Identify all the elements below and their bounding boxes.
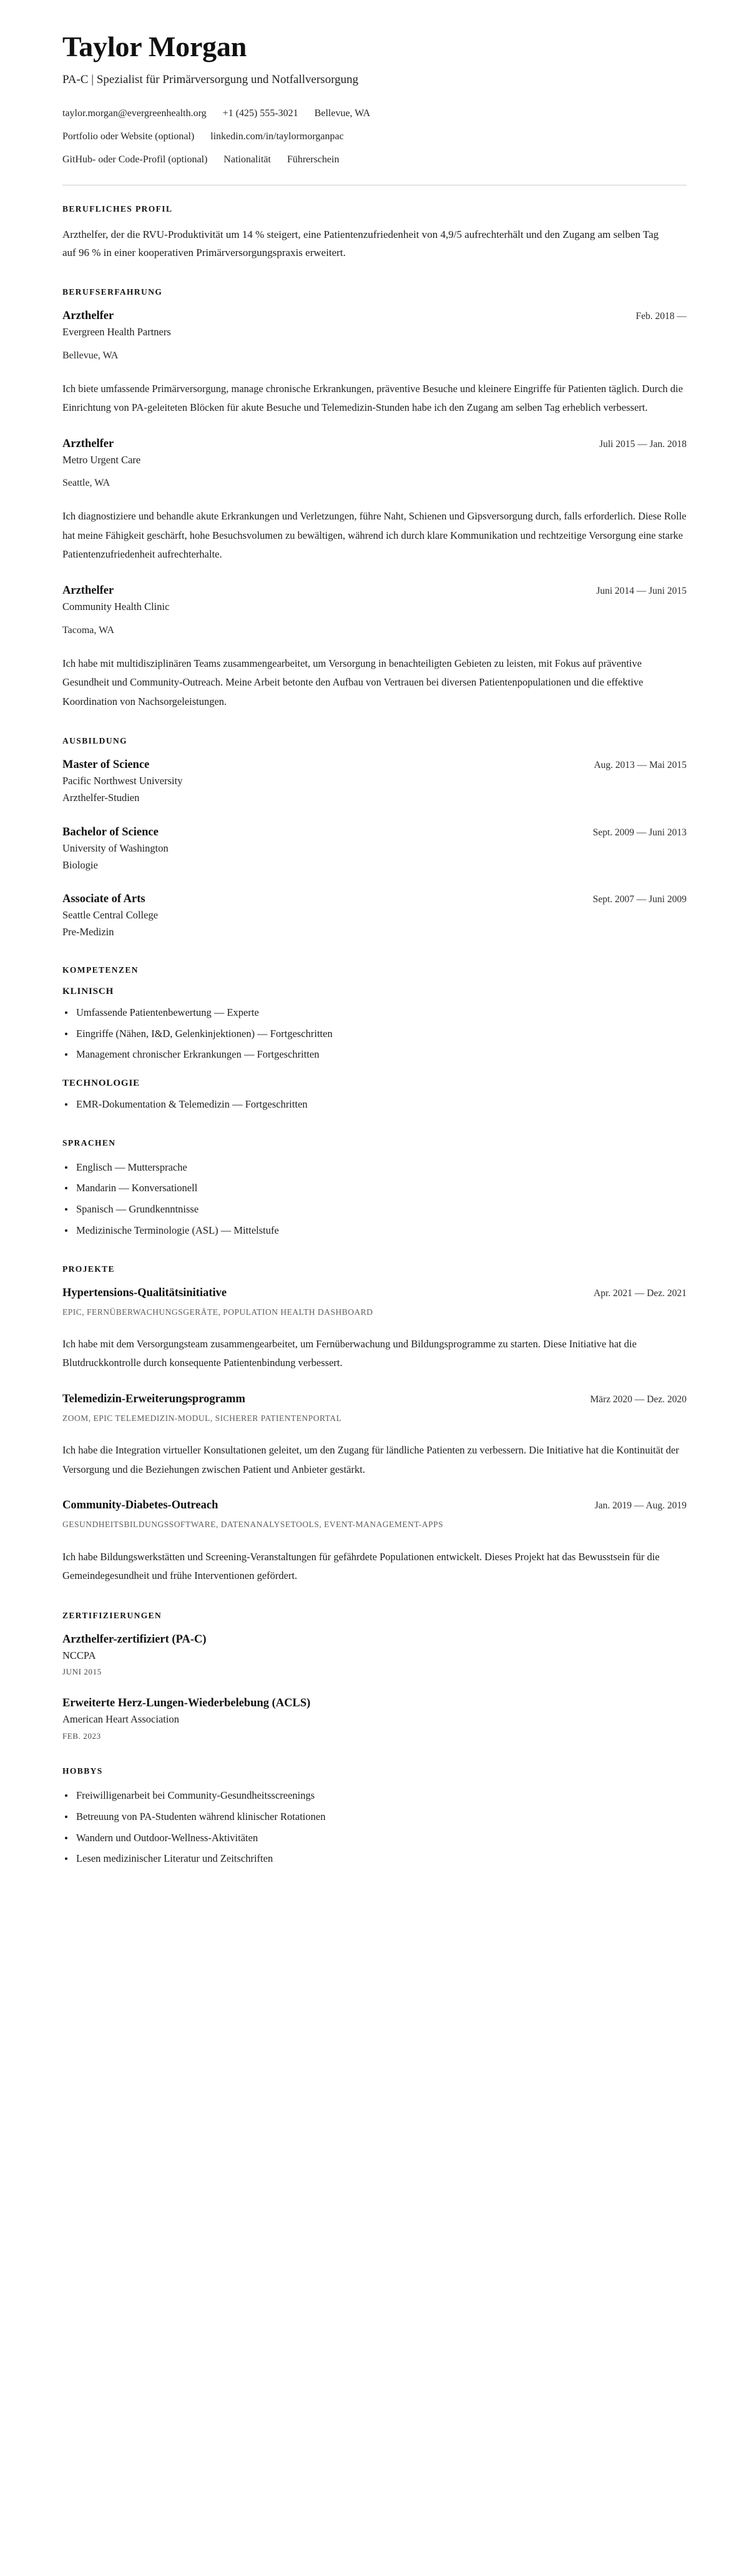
project-entry-head	[62, 1286, 687, 1300]
certification-issuer: American Heart Association	[62, 1713, 179, 1726]
project-entry-head	[62, 1392, 687, 1407]
project-stack: EPIC, FERNÜBERWACHUNGSGERÄTE, POPULATION HEALTH DASHBOARD	[62, 1307, 373, 1317]
contact-phone[interactable]: +1 (425) 555-3021	[222, 108, 298, 119]
certification-issuer: NCCPA	[62, 1649, 96, 1661]
list-item: Freiwilligenarbeit bei Community-Gesundheitsscreenings	[62, 1787, 687, 1804]
project-entry	[62, 1498, 687, 1585]
contact-line-1	[62, 106, 687, 121]
candidate-name: Taylor Morgan	[62, 31, 247, 62]
experience-role: Arzthelfer	[62, 437, 114, 450]
contact-line-2	[62, 129, 687, 144]
education-entry	[62, 757, 687, 806]
contact-line-3	[62, 152, 687, 167]
experience-location: Seattle, WA	[62, 478, 110, 489]
experience-organization: Metro Urgent Care	[62, 453, 141, 466]
contact-portfolio[interactable]: Portfolio oder Website (optional)	[62, 131, 195, 142]
project-name: Telemedizin-Erweiterungsprogramm	[62, 1392, 245, 1405]
education-entry-head	[62, 892, 687, 907]
experience-entry	[62, 583, 687, 711]
education-field: Arzthelfer-Studien	[62, 792, 140, 804]
skill-list	[62, 1005, 687, 1063]
education-entry-head	[62, 757, 687, 772]
skill-group-clinical	[62, 986, 687, 1063]
list-item: Englisch — Muttersprache	[62, 1159, 687, 1176]
spacer	[62, 944, 687, 965]
section-title-languages: SPRACHEN	[62, 1138, 116, 1148]
spacer	[62, 1745, 687, 1766]
experience-date: Juli 2015 — Jan. 2018	[599, 438, 687, 450]
project-name: Hypertensions-Qualitätsinitiative	[62, 1286, 227, 1299]
section-projects	[62, 1264, 687, 1586]
section-title-certifications: ZERTIFIZIERUNGEN	[62, 1610, 162, 1620]
education-date: Sept. 2007 — Juni 2009	[592, 894, 687, 905]
section-hobbies	[62, 1766, 687, 1867]
list-item: Eingriffe (Nähen, I&D, Gelenkinjektionen) — Fortgeschritten	[62, 1026, 687, 1043]
resume-header	[62, 31, 687, 167]
education-entry	[62, 892, 687, 940]
section-certifications	[62, 1611, 687, 1742]
project-description: Ich habe Bildungswerkstätten und Screening-Veranstaltungen für gefährdete Populationen entwickelt. Dieses Projekt hat das Bewusstsein für die Gemeindegesundheit und frühe Interventionen gefördert.	[62, 1550, 660, 1582]
contact-nationality: Nationalität	[223, 154, 271, 165]
certification-date: JUNI 2015	[62, 1667, 102, 1677]
language-list	[62, 1159, 687, 1239]
profile-text: Arzthelfer, der die RVU-Produktivität um 14 % steigert, eine Patientenzufriedenheit von 4,9/5 aufrechterhält und den Zugang am selben Tag auf 96 % in einer kooperativen Primärversorgungspraxis erweitert.	[62, 229, 659, 259]
contact-linkedin[interactable]: linkedin.com/in/taylormorganpac	[210, 131, 344, 142]
list-item: Management chronischer Erkrankungen — Fortgeschritten	[62, 1046, 687, 1063]
contact-email[interactable]: taylor.morgan@evergreenhealth.org	[62, 108, 207, 119]
spacer	[62, 715, 687, 736]
education-field: Pre-Medizin	[62, 926, 114, 938]
spacer	[62, 1590, 687, 1611]
project-stack: ZOOM, EPIC TELEMEDIZIN-MODUL, SICHERER PATIENTENPORTAL	[62, 1413, 342, 1423]
certification-name: Arzthelfer-zertifiziert (PA-C)	[62, 1633, 207, 1646]
experience-organization: Community Health Clinic	[62, 600, 170, 612]
experience-entry-head	[62, 436, 687, 451]
list-item: Mandarin — Konversationell	[62, 1180, 687, 1197]
certification-name: Erweiterte Herz-Lungen-Wiederbelebung (ACLS)	[62, 1697, 311, 1710]
project-stack: GESUNDHEITSBILDUNGSSOFTWARE, DATENANALYSETOOLS, EVENT-MANAGEMENT-APPS	[62, 1520, 444, 1530]
certification-date: FEB. 2023	[62, 1731, 101, 1741]
education-date: Sept. 2009 — Juni 2013	[592, 827, 687, 838]
hobby-list	[62, 1787, 687, 1867]
section-languages	[62, 1138, 687, 1239]
experience-date: Feb. 2018 —	[635, 310, 687, 322]
section-skills	[62, 965, 687, 1113]
project-date: Apr. 2021 — Dez. 2021	[594, 1287, 687, 1299]
list-item: Wandern und Outdoor-Wellness-Aktivitäten	[62, 1830, 687, 1847]
project-name: Community-Diabetes-Outreach	[62, 1499, 218, 1512]
spacer	[62, 1117, 687, 1138]
experience-description: Ich diagnostiziere und behandle akute Erkrankungen und Verletzungen, führe Naht, Schienen und Gipsversorgung durch, falls erforderlich. Diese Rolle hat meine Fähigkeit geschärft, hohe Besuchsvolumen zu bewältigen, während ich durch klare Kommunikation und rechtzeitige Versorgung eine starke Patientenzufriedenheit aufrechterhalte.	[62, 510, 687, 561]
skill-group-technology	[62, 1078, 687, 1113]
list-item: Betreuung von PA-Studenten während klinischer Rotationen	[62, 1809, 687, 1826]
section-experience	[62, 287, 687, 712]
skill-group-title: TECHNOLOGIE	[62, 1078, 140, 1089]
contact-location: Bellevue, WA	[314, 108, 371, 119]
section-title-education: AUSBILDUNG	[62, 736, 128, 746]
education-degree: Associate of Arts	[62, 893, 145, 906]
project-description: Ich habe mit dem Versorgungsteam zusammengearbeitet, um Fernüberwachung und Bildungsprogramme zu starten. Diese Initiative hat die Blutdruckkontrolle durch konsequente Patientenbindung verbessert.	[62, 1337, 637, 1369]
skill-list	[62, 1096, 687, 1113]
candidate-headline: PA-C | Spezialist für Primärversorgung und Notfallversorgung	[62, 72, 359, 86]
certification-entry	[62, 1632, 687, 1678]
education-school: Seattle Central College	[62, 909, 159, 922]
experience-entry	[62, 308, 687, 418]
contact-drivers-license: Führerschein	[286, 154, 340, 165]
skill-group-title: KLINISCH	[62, 986, 114, 996]
section-profile	[62, 204, 687, 262]
project-entry	[62, 1392, 687, 1479]
project-entry-head	[62, 1498, 687, 1513]
experience-role: Arzthelfer	[62, 309, 114, 322]
section-title-profile: BERUFLICHES PROFIL	[62, 204, 173, 214]
section-title-skills: KOMPETENZEN	[62, 965, 139, 975]
list-item: Medizinische Terminologie (ASL) — Mittelstufe	[62, 1222, 687, 1239]
experience-role: Arzthelfer	[62, 584, 114, 597]
experience-entry	[62, 436, 687, 564]
education-date: Aug. 2013 — Mai 2015	[594, 760, 687, 771]
experience-organization: Evergreen Health Partners	[62, 325, 171, 338]
education-school: University of Washington	[62, 842, 169, 854]
education-entry-head	[62, 825, 687, 840]
spacer	[62, 266, 687, 287]
list-item: Spanisch — Grundkenntnisse	[62, 1201, 687, 1218]
experience-description: Ich biete umfassende Primärversorgung, manage chronische Erkrankungen, präventive Besuche und kleinere Eingriffe für Patienten täglich. Durch die Einrichtung von PA-geleiteten Blöcken für akute Besuche und Telemedizin-Stunden habe ich den Zugang am selben Tag erheblich verbessert.	[62, 382, 683, 414]
spacer	[62, 1243, 687, 1264]
project-date: März 2020 — Dez. 2020	[590, 1394, 687, 1405]
project-description: Ich habe die Integration virtueller Konsultationen geleitet, um den Zugang für ländliche Patienten zu verbessern. Die Initiative hat die Kontinuität der Versorgung und die Beziehungen zwischen Patient und Anbieter gestärkt.	[62, 1444, 679, 1475]
list-item: EMR-Dokumentation & Telemedizin — Fortgeschritten	[62, 1096, 687, 1113]
experience-date: Juni 2014 — Juni 2015	[596, 585, 687, 596]
education-degree: Master of Science	[62, 759, 150, 772]
section-title-projects: PROJEKTE	[62, 1264, 115, 1274]
project-date: Jan. 2019 — Aug. 2019	[594, 1500, 687, 1512]
list-item: Umfassende Patientenbewertung — Experte	[62, 1005, 687, 1021]
list-item: Lesen medizinischer Literatur und Zeitschriften	[62, 1851, 687, 1867]
experience-location: Tacoma, WA	[62, 624, 114, 636]
experience-description: Ich habe mit multidisziplinären Teams zusammengearbeitet, um Versorgung in benachteiligten Gebieten zu leisten, mit Fokus auf präventive Gesundheit und Community-Outreach. Meine Arbeit betonte den Aufbau von Vertrauen bei diversen Patientenpopulationen und die effektive Koordination von Nachsorgeleistungen.	[62, 657, 644, 707]
education-field: Biologie	[62, 858, 98, 871]
certification-entry	[62, 1696, 687, 1741]
education-school: Pacific Northwest University	[62, 775, 183, 787]
experience-location: Bellevue, WA	[62, 350, 119, 361]
experience-entry-head	[62, 308, 687, 323]
section-education	[62, 736, 687, 940]
contact-github[interactable]: GitHub- oder Code-Profil (optional)	[62, 154, 208, 165]
section-title-experience: BERUFSERFAHRUNG	[62, 287, 163, 297]
section-title-hobbies: HOBBYS	[62, 1766, 103, 1776]
project-entry	[62, 1286, 687, 1373]
education-entry	[62, 825, 687, 873]
education-degree: Bachelor of Science	[62, 825, 159, 838]
experience-entry-head	[62, 583, 687, 598]
